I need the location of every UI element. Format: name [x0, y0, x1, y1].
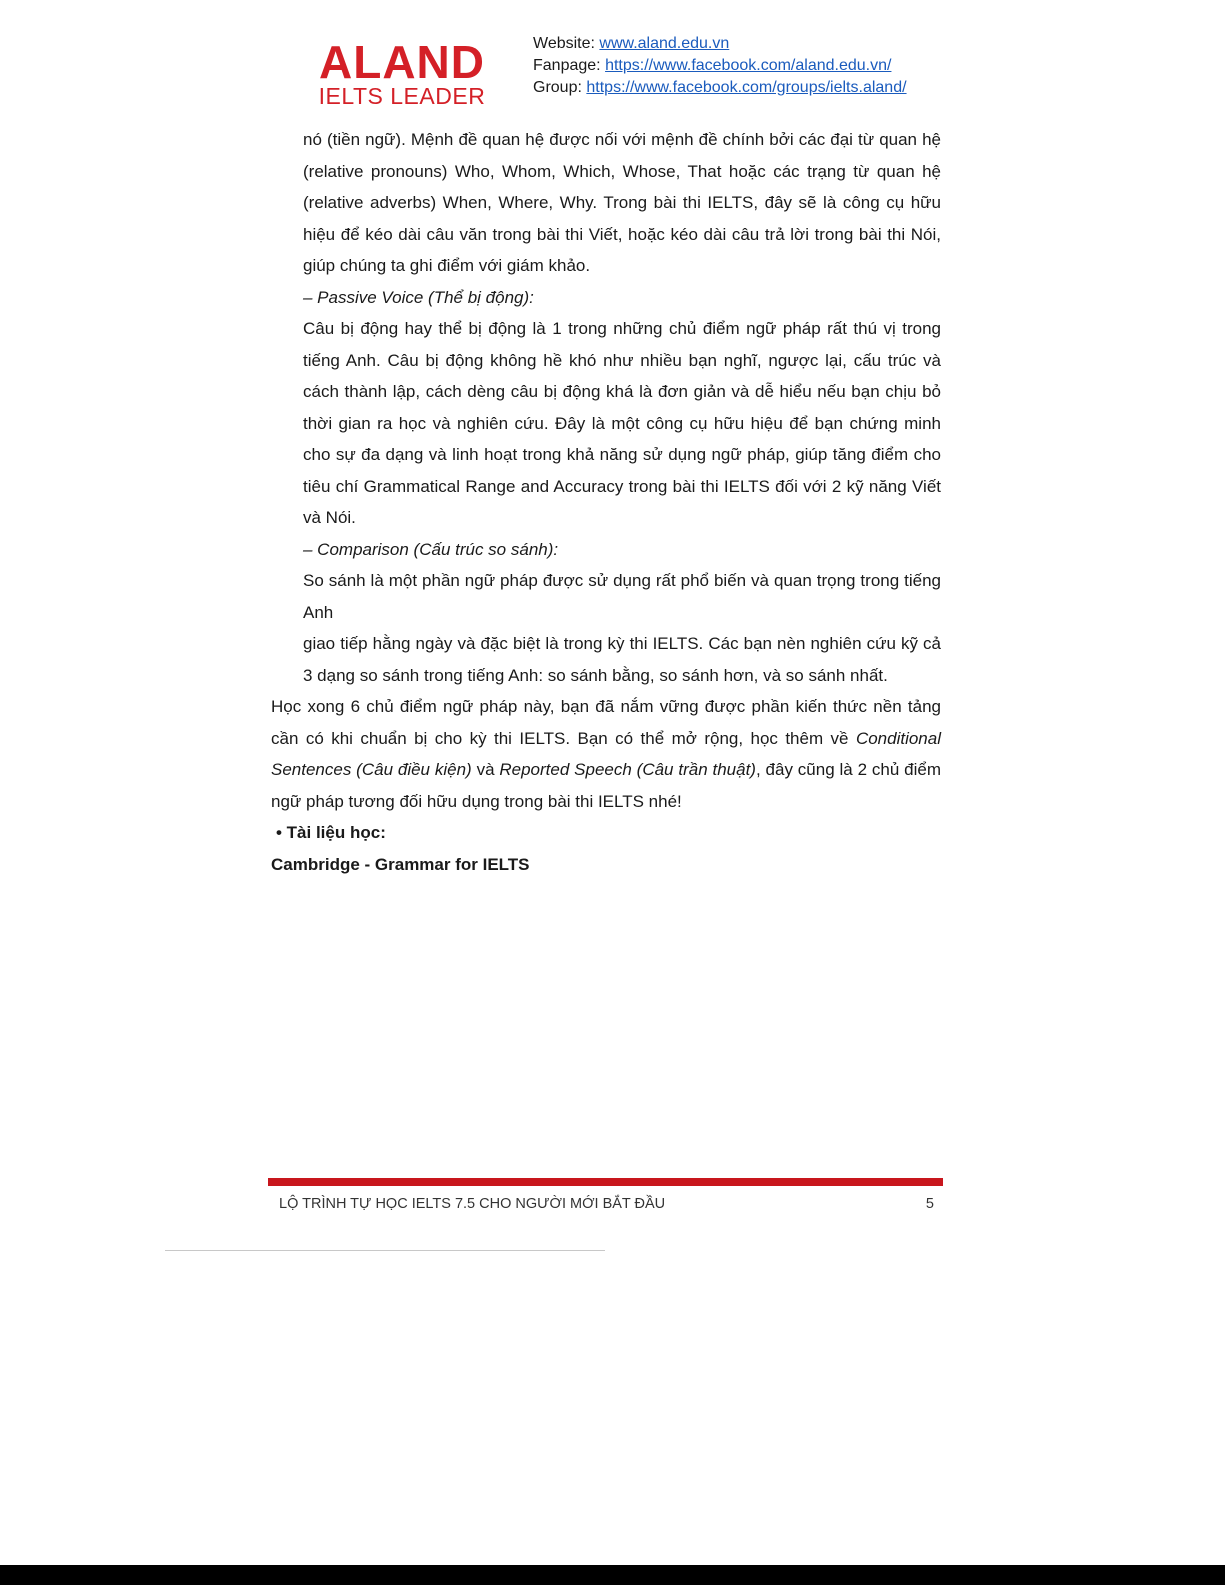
- website-label: Website:: [533, 35, 595, 52]
- logo-sub-text: IELTS LEADER: [318, 83, 486, 109]
- aland-logo: [317, 36, 487, 109]
- reported-speech-term: Reported Speech (Câu trần thuật): [499, 760, 756, 779]
- fanpage-label: Fanpage:: [533, 57, 601, 74]
- passive-voice-heading: – Passive Voice (Thể bị động):: [303, 287, 534, 307]
- fanpage-row: [533, 55, 907, 77]
- book-title: Cambridge - Grammar for IELTS: [271, 854, 530, 874]
- fanpage-link[interactable]: https://www.facebook.com/aland.edu.vn/: [605, 57, 892, 74]
- footer-divider: [268, 1178, 943, 1186]
- comparison-heading: – Comparison (Cấu trúc so sánh):: [303, 539, 559, 559]
- group-link[interactable]: https://www.facebook.com/groups/ielts.aland/: [586, 79, 907, 96]
- group-row: [533, 77, 907, 99]
- website-row: [533, 33, 907, 55]
- footer-title: LỘ TRÌNH TỰ HỌC IELTS 7.5 CHO NGƯỜI MỚI BẮT ĐẦU: [279, 1196, 666, 1212]
- website-link[interactable]: www.aland.edu.vn: [599, 35, 730, 52]
- header-contacts: [533, 33, 907, 99]
- materials-heading: • Tài liệu học:: [276, 823, 386, 842]
- group-label: Group:: [533, 79, 582, 96]
- page-separator: [165, 1250, 605, 1251]
- summary-text-3: , đây cũng là 2 chủ điểm ngữ pháp tương đối hữu dụng trong bài thi IELTS nhé!: [271, 760, 941, 811]
- bottom-edge: [0, 1565, 1225, 1585]
- comparison-paragraph-1: So sánh là một phần ngữ pháp được sử dụng rất phổ biến và quan trọng trong tiếng Anh: [303, 571, 941, 622]
- passive-voice-paragraph: Câu bị động hay thể bị động là 1 trong những chủ điểm ngữ pháp rất thú vị trong tiếng Anh. Câu bị động không hề khó như nhiều bạn nghĩ, ngược lại, cấu trúc và cách thành lập, cách dèng câu bị động khá là đơn giản và dễ hiểu nếu bạn chịu bỏ thời gian ra học và nghiên cứu. Đây là một công cụ hữu hiệu để bạn chứng minh cho sự đa dạng và linh hoạt trong khả năng sử dụng ngữ pháp, giúp tăng điểm cho tiêu chí Grammatical Range and Accuracy trong bài thi IELTS đối với 2 kỹ năng Viết và Nói.: [303, 319, 941, 527]
- comparison-paragraph-2: giao tiếp hằng ngày và đặc biệt là trong kỳ thi IELTS. Các bạn nèn nghiên cứu kỹ cả 3 dạng so sánh trong tiếng Anh: so sánh bằng, so sánh hơn, và so sánh nhất.: [303, 634, 941, 685]
- conditional-sentences-term: Conditional Sentences (Câu điều kiện): [271, 728, 941, 779]
- summary-text-2: và: [471, 760, 500, 779]
- summary-text-1: Học xong 6 chủ điểm ngữ pháp này, bạn đã nắm vững được phần kiến thức nền tảng cần có khi chuẩn bị cho kỳ thi IELTS. Bạn có thể mở rộng, học thêm về: [271, 697, 941, 748]
- relative-clause-paragraph: nó (tiền ngữ). Mệnh đề quan hệ được nối với mệnh đề chính bởi các đại từ quan hệ (relative pronouns) Who, Whom, Which, Whose, That hoặc các trạng từ quan hệ (relative adverbs) When, Where, Why. Trong bài thi IELTS, đây sẽ là công cụ hữu hiệu để kéo dài câu văn trong bài thi Viết, hoặc kéo dài câu trả lời trong bài thi Nói, giúp chúng ta ghi điểm với giám khảo.: [303, 130, 941, 275]
- page-number: 5: [925, 1196, 934, 1212]
- logo-main-text: ALAND: [319, 36, 485, 88]
- summary-paragraph: [271, 691, 941, 817]
- document-body: [271, 124, 941, 880]
